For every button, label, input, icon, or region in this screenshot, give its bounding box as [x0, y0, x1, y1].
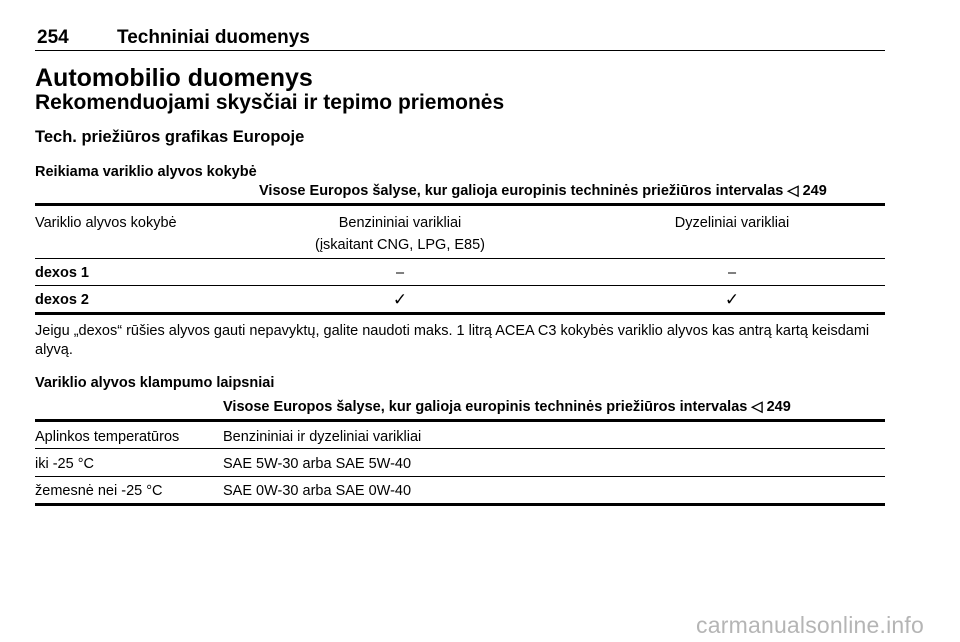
check-icon: ✓	[392, 290, 408, 309]
table-row-divider	[35, 448, 885, 449]
table-row-divider	[35, 285, 885, 286]
table-top-rule	[35, 419, 885, 422]
table-cell-dexos1-diesel: –	[727, 265, 737, 281]
oil-quality-note-page-link[interactable]: 249	[802, 183, 827, 199]
oil-quality-heading: Reikiama variklio alyvos kokybė	[35, 164, 257, 180]
check-icon: ✓	[724, 290, 740, 309]
table-cell-temperature: iki -25 °C	[35, 456, 94, 472]
table-bottom-rule	[35, 503, 885, 506]
oil-quality-note-text: Visose Europos šalyse, kur galioja europinis techninės priežiūros intervalas	[259, 183, 784, 199]
table-row-divider	[35, 476, 885, 477]
arrow-ref-icon: ◁	[787, 183, 799, 199]
section-subtitle: Rekomenduojami skysčiai ir tepimo priemonės	[35, 91, 505, 114]
viscosity-note	[223, 399, 791, 415]
section-title: Automobilio duomenys	[35, 64, 313, 92]
column-header-petrol-sub: (įskaitant CNG, LPG, E85)	[314, 237, 486, 253]
page-number: 254	[37, 27, 69, 48]
table-bottom-rule	[35, 312, 885, 315]
table-cell-grade: SAE 5W-30 arba SAE 5W-40	[223, 456, 412, 472]
header-divider	[35, 50, 885, 51]
table-cell-grade: SAE 0W-30 arba SAE 0W-40	[223, 483, 412, 499]
table-top-rule	[35, 203, 885, 206]
watermark: carmanualsonline.info	[696, 612, 924, 638]
table-row-label-dexos2: dexos 2	[35, 292, 89, 308]
body-paragraph: Jeigu „dexos“ rūšies alyvos gauti nepavyktų, galite naudoti maks. 1 litrą ACEA C3 kokybės variklio alyvos kas antrą kartą keisdami alyvą.	[35, 323, 870, 358]
column-header-diesel: Dyzeliniai varikliai	[674, 215, 790, 231]
column-header-grade: Benzininiai ir dyzeliniai varikliai	[223, 429, 422, 445]
viscosity-note-text: Visose Europos šalyse, kur galioja europinis techninės priežiūros intervalas	[223, 399, 748, 415]
column-header-oil-quality: Variklio alyvos kokybė	[35, 215, 177, 231]
subsection-title: Tech. priežiūros grafikas Europoje	[35, 128, 305, 146]
column-header-temperature: Aplinkos temperatūros	[35, 429, 180, 445]
table-cell-temperature: žemesnė nei -25 °C	[35, 483, 163, 499]
viscosity-note-page-link[interactable]: 249	[766, 399, 791, 415]
column-header-petrol: Benzininiai varikliai	[338, 215, 462, 231]
table-row-label-dexos1: dexos 1	[35, 265, 89, 281]
table-row-divider	[35, 258, 885, 259]
table-cell-dexos1-petrol: –	[395, 265, 405, 281]
chapter-title: Techniniai duomenys	[117, 27, 310, 48]
arrow-ref-icon: ◁	[751, 399, 763, 415]
oil-quality-note	[259, 183, 827, 199]
viscosity-heading: Variklio alyvos klampumo laipsniai	[35, 375, 275, 391]
